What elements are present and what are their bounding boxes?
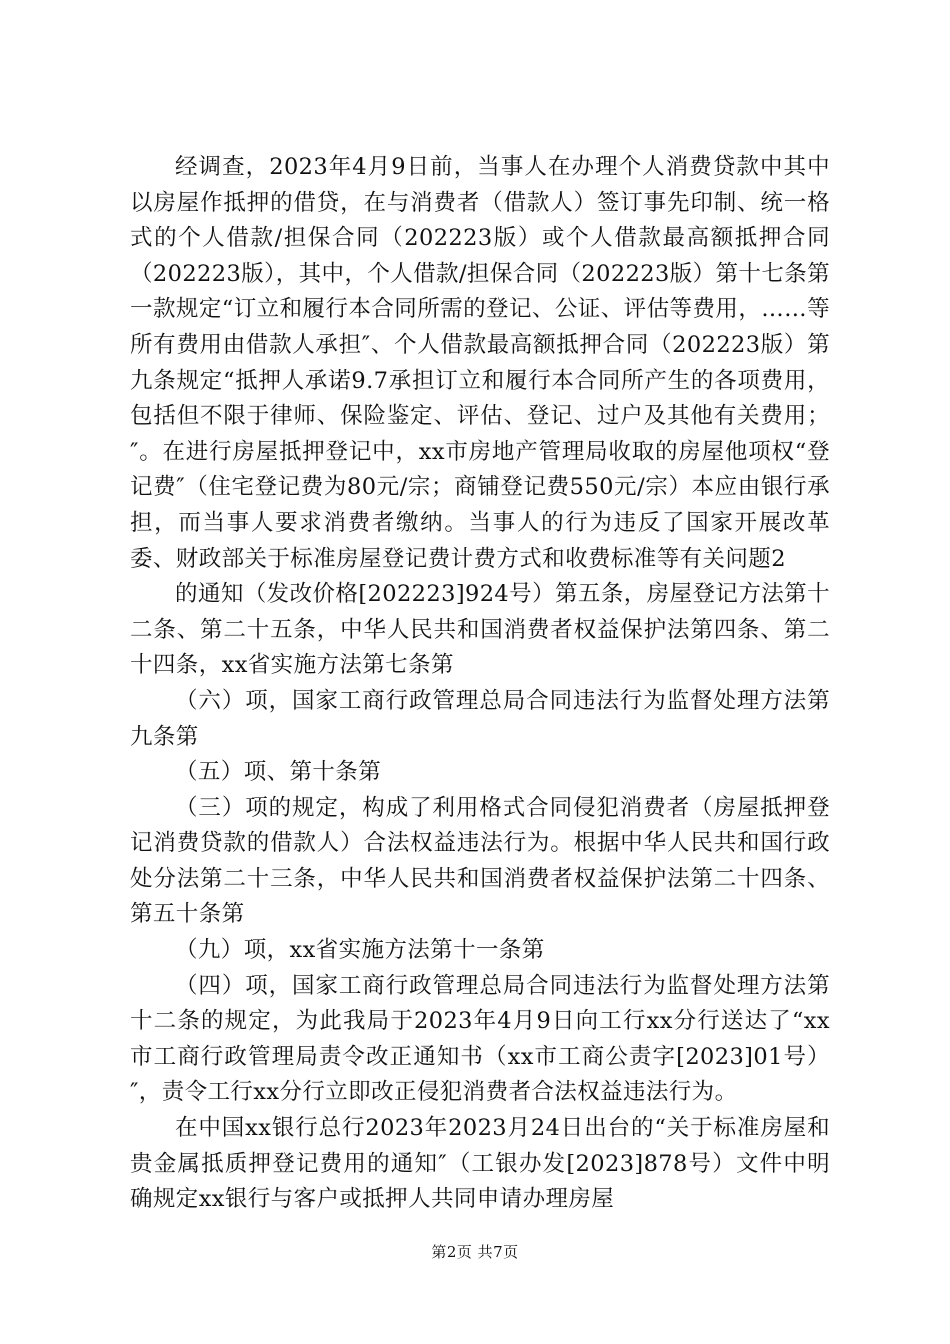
paragraph: （九）项，xx省实施方法第十一条第 bbox=[175, 937, 545, 964]
paragraph: （四）项，国家工商行政管理总局合同违法行为监督处理方法第十二条的规定，为此我局于2023年4月9日向工行xx分行送达了“xx市工商行政管理局责令改正通知书（xx市工商公责字[2023]01号）″，责令工行xx分行立即改正侵犯消费者合法权益违法行为。 bbox=[130, 972, 830, 1106]
page-number-footer: 第2页 共7页 bbox=[431, 1243, 519, 1261]
paragraph: 经调查，2023年4月9日前，当事人在办理个人消费贷款中其中以房屋作抵押的借贷，在与消费者（借款人）签订事先印制、统一格式的个人借款/担保合同（202223版）或个人借款最高额抵押合同（202223版），其中，个人借款/担保合同（202223版）第十七条第一款规定“订立和履行本合同所需的登记、公证、评估等费用，……等所有费用由借款人承担″、个人借款最高额抵押合同（202223版）第九条规定“抵押人承诺9.7承担订立和履行本合同所产生的各项费用，包括但不限于律师、保险鉴定、评估、登记、过户及其他有关费用；″。在进行房屋抵押登记中，xx市房地产管理局收取的房屋他项权“登记费″（住宅登记费为80元/宗；商铺登记费550元/宗）本应由银行承担，而当事人要求消费者缴纳。当事人的行为违反了国家开展改革委、财政部关于标准房屋登记费计费方式和收费标准等有关问题2 bbox=[130, 154, 831, 572]
paragraph: （六）项，国家工商行政管理总局合同违法行为监督处理方法第九条第 bbox=[130, 687, 830, 750]
paragraph: （三）项的规定，构成了利用格式合同侵犯消费者（房屋抵押登记消费贷款的借款人）合法权益违法行为。根据中华人民共和国行政处分法第二十三条，中华人民共和国消费者权益保护法第二十四条、第五十条第 bbox=[130, 794, 830, 928]
paragraph: （五）项、第十条第 bbox=[175, 759, 382, 786]
paragraph: 的通知（发改价格[202223]924号）第五条，房屋登记方法第十二条、第二十五条，中华人民共和国消费者权益保护法第四条、第二十四条，xx省实施方法第七条第 bbox=[130, 581, 830, 679]
paragraph: 在中国xx银行总行2023年2023月24日出台的“关于标准房屋和贵金属抵质押登记费用的通知″（工银办发[2023]878号）文件中明确规定xx银行与客户或抵押人共同申请办理房屋 bbox=[130, 1115, 830, 1213]
document-body bbox=[130, 150, 830, 1218]
